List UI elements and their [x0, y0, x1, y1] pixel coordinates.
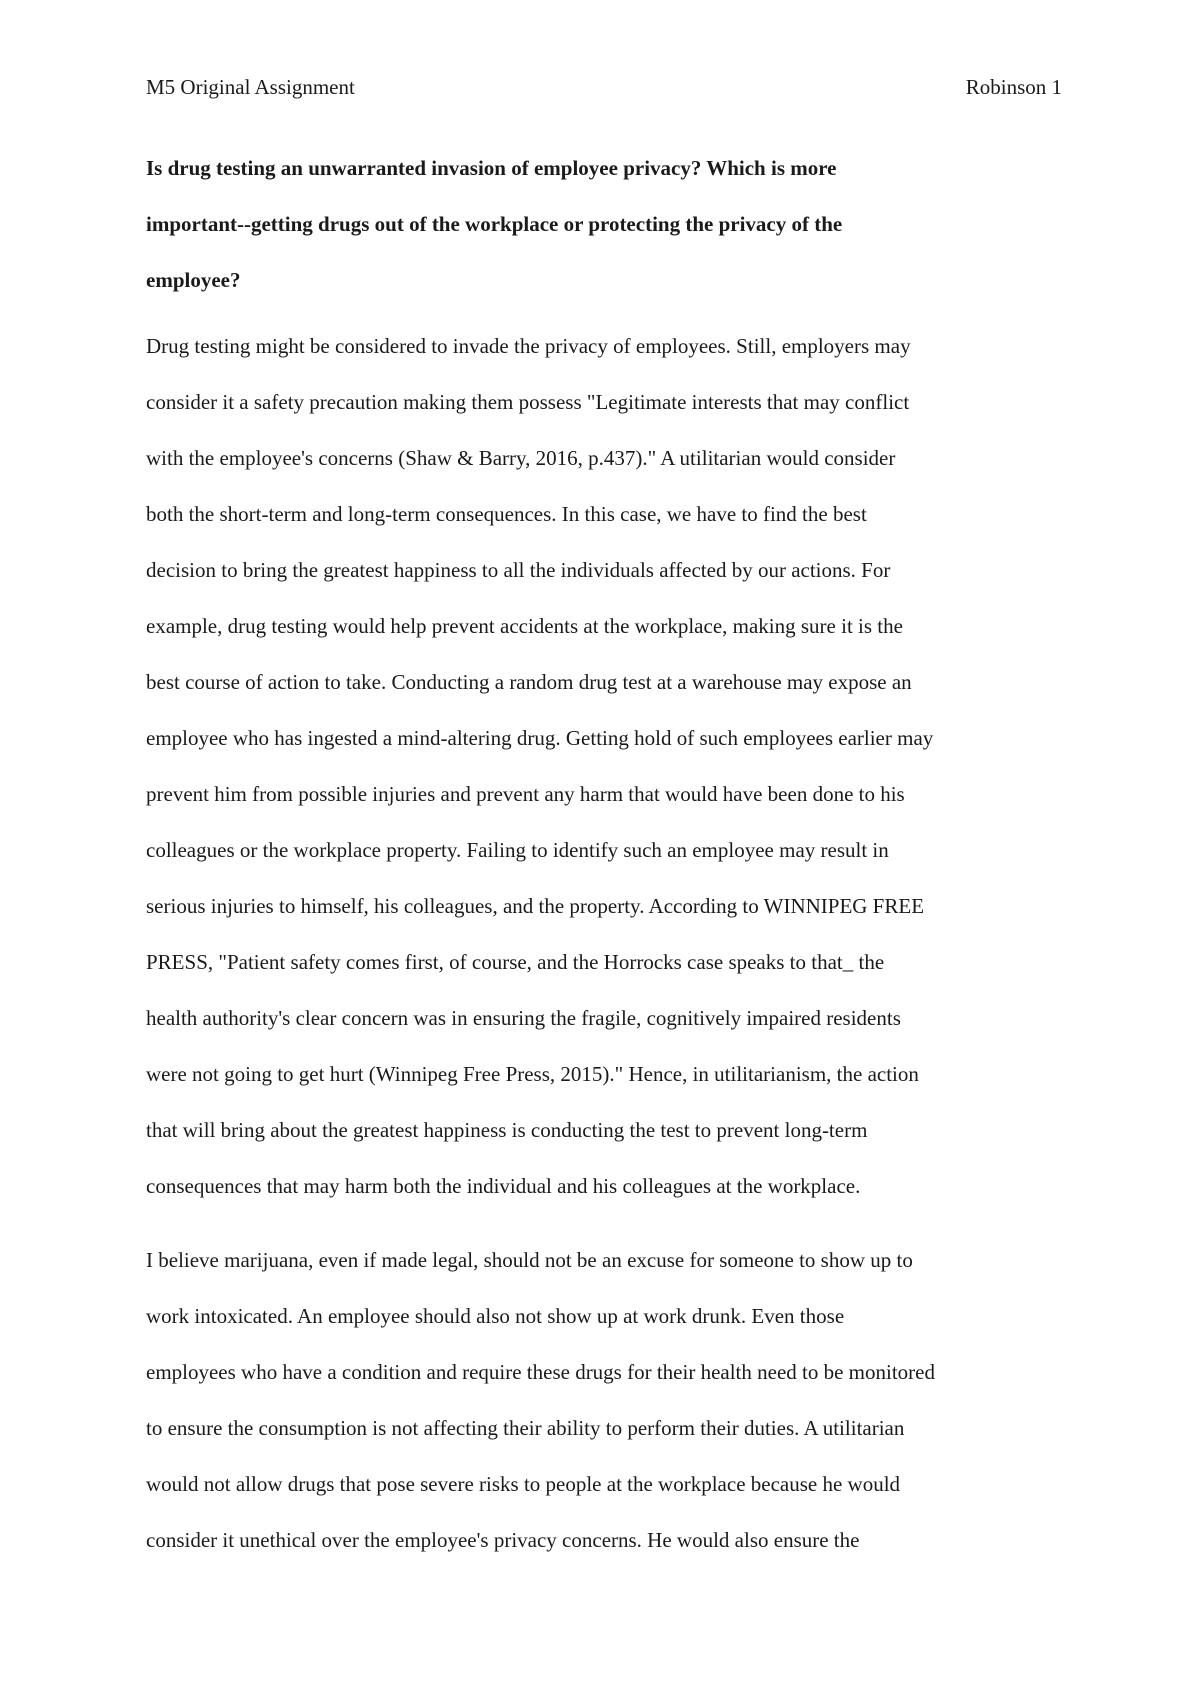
running-header — [146, 70, 1062, 104]
text-line: example, drug testing would help prevent accidents at the workplace, making sure it is the — [146, 614, 903, 638]
text-line: employees who have a condition and require these drugs for their health need to be monitored — [146, 1360, 935, 1384]
text-line: both the short-term and long-term consequences. In this case, we have to find the best — [146, 502, 867, 526]
text-line: would not allow drugs that pose severe risks to people at the workplace because he would — [146, 1472, 901, 1496]
document-body — [146, 140, 1076, 1586]
text-line: health authority's clear concern was in ensuring the fragile, cognitively impaired residents — [146, 1006, 901, 1030]
text-line: consider it unethical over the employee's privacy concerns. He would also ensure the — [146, 1528, 860, 1552]
header-title: M5 Original Assignment — [146, 75, 355, 99]
text-line: best course of action to take. Conducting a random drug test at a warehouse may expose an — [146, 670, 912, 694]
text-line: prevent him from possible injuries and prevent any harm that would have been done to his — [146, 782, 905, 806]
heading-line: employee? — [146, 268, 241, 292]
text-line: colleagues or the workplace property. Failing to identify such an employee may result in — [146, 838, 889, 862]
paragraph-1 — [146, 318, 1076, 1214]
header-page-number: Robinson 1 — [965, 75, 1062, 99]
text-line: employee who has ingested a mind-altering drug. Getting hold of such employees earlier may — [146, 726, 934, 750]
heading-line: important--getting drugs out of the workplace or protecting the privacy of the — [146, 212, 843, 236]
text-line: work intoxicated. An employee should also not show up at work drunk. Even those — [146, 1304, 845, 1328]
text-line: to ensure the consumption is not affecting their ability to perform their duties. A utilitarian — [146, 1416, 905, 1440]
question-heading — [146, 140, 1076, 308]
text-line: consequences that may harm both the individual and his colleagues at the workplace. — [146, 1174, 861, 1198]
text-line: with the employee's concerns (Shaw & Barry, 2016, p.437)." A utilitarian would consider — [146, 446, 896, 470]
text-line: consider it a safety precaution making them possess "Legitimate interests that may conflict — [146, 390, 910, 414]
text-line: serious injuries to himself, his colleagues, and the property. According to WINNIPEG FREE — [146, 894, 925, 918]
text-line: decision to bring the greatest happiness to all the individuals affected by our actions. For — [146, 558, 891, 582]
text-line: Drug testing might be considered to invade the privacy of employees. Still, employers may — [146, 334, 911, 358]
heading-line: Is drug testing an unwarranted invasion of employee privacy? Which is more — [146, 156, 837, 180]
paragraph-2 — [146, 1232, 1076, 1568]
text-line: I believe marijuana, even if made legal, should not be an excuse for someone to show up to — [146, 1248, 913, 1272]
text-line: were not going to get hurt (Winnipeg Free Press, 2015)." Hence, in utilitarianism, the action — [146, 1062, 919, 1086]
text-line: that will bring about the greatest happiness is conducting the test to prevent long-term — [146, 1118, 868, 1142]
text-line: PRESS, "Patient safety comes first, of course, and the Horrocks case speaks to that_ the — [146, 950, 885, 974]
